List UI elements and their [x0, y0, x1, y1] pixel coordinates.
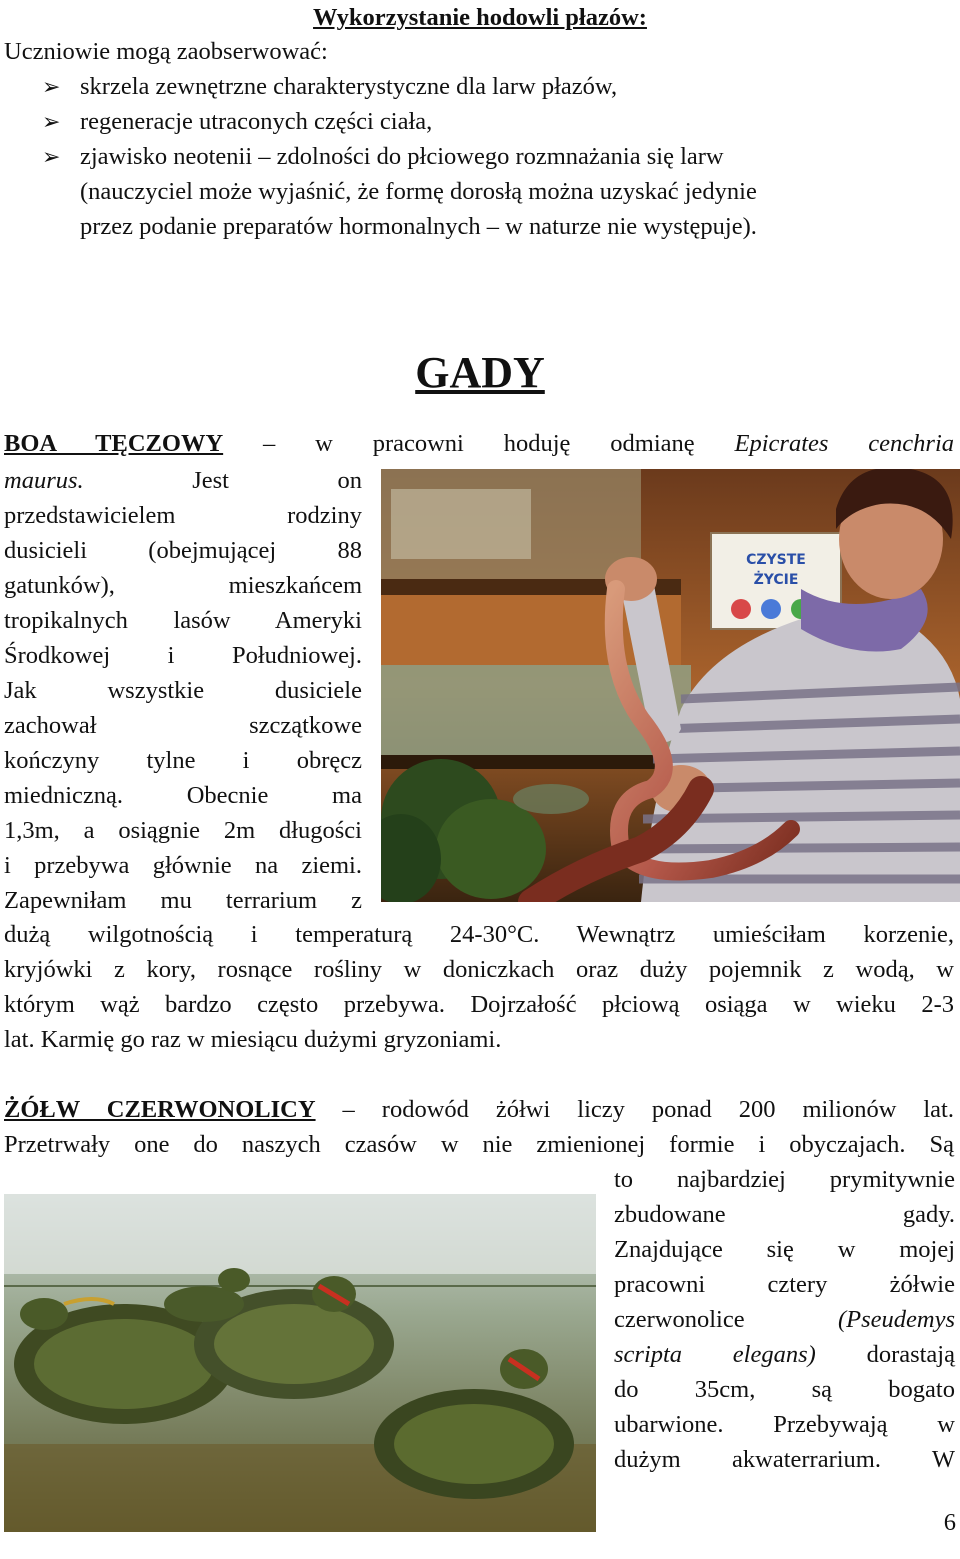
boa-column-text: [4, 463, 362, 918]
section-title-gady: GADY: [415, 348, 545, 397]
boa-species-a: Epicrates cenchria: [734, 430, 955, 457]
boa-col-line: zachował szczątkowe: [4, 712, 362, 739]
boa-col-line: przedstawicielem rodziny: [4, 502, 362, 529]
turtle-name: ŻÓŁW CZERWONOLICY: [4, 1096, 316, 1123]
boa-col-line: Jak wszystkie dusiciele: [4, 677, 362, 704]
turtle-column-text: [614, 1162, 955, 1477]
turtle-first-line-rest: – rodowód żółwi liczy ponad 200 milionów lat.: [342, 1096, 954, 1123]
amphibians-bullet-1: skrzela zewnętrzne charakterystyczne dla larw płazów,: [80, 73, 618, 100]
boa-full-line: kryjówki z kory, rosnące rośliny w doniczkach oraz duży pojemnik z wodą, w: [4, 956, 954, 983]
boa-first-line-text: w pracowni hoduję odmianę: [315, 430, 695, 457]
turtle-col-line: czerwonolice (Pseudemys: [614, 1306, 955, 1333]
turtle-col-line: Znajdujące się w mojej: [614, 1236, 955, 1263]
turtle-col-line: dużym akwaterrarium. W: [614, 1446, 955, 1473]
turtle-second-line: Przetrwały one do naszych czasów w nie zmienionej formie i obyczajach. Są: [4, 1131, 954, 1158]
boa-col-line: Zapewniłam mu terrarium z: [4, 887, 362, 914]
boa-col-line: dusicieli (obejmującej 88: [4, 537, 362, 564]
arrow-bullet-icon: ➢: [42, 110, 61, 135]
amphibians-bullet-3-line-1: zjawisko neotenii – zdolności do płciowego rozmnażania się larw: [80, 143, 724, 170]
boa-photo-illustration: [381, 469, 960, 902]
amphibians-bullet-2: regeneracje utraconych części ciała,: [80, 108, 433, 135]
turtle-col-line: scripta elegans) dorastają: [614, 1341, 955, 1368]
boa-col-line: 1,3m, a osiągnie 2m długości: [4, 817, 362, 844]
boa-full-line: dużą wilgotnością i temperaturą 24-30°C. Wewnątrz umieściłam korzenie,: [4, 921, 954, 948]
amphibians-intro: Uczniowie mogą zaobserwować:: [4, 38, 328, 65]
turtle-col-line: ubarwione. Przebywają w: [614, 1411, 955, 1438]
turtle-col-line: to najbardziej prymitywnie: [614, 1166, 955, 1193]
boa-col-line: kończyny tylne i obręcz: [4, 747, 362, 774]
turtle-photo: [4, 1194, 596, 1532]
amphibians-title: Wykorzystanie hodowli płazów:: [313, 4, 647, 31]
boa-first-line: [4, 426, 954, 461]
turtle-col-line: pracowni cztery żółwie: [614, 1271, 955, 1298]
boa-col-line: Środkowej i Południowej.: [4, 642, 362, 669]
boa-name: BOA TĘCZOWY: [4, 430, 224, 457]
boa-col-line: miedniczną. Obecnie ma: [4, 782, 362, 809]
arrow-bullet-icon: ➢: [42, 145, 61, 170]
arrow-bullet-icon: ➢: [42, 75, 61, 100]
turtle-full-width-text: [4, 1092, 954, 1162]
turtle-col-line: do 35cm, są bogato: [614, 1376, 955, 1403]
amphibians-bullet-3-line-2: (nauczyciel może wyjaśnić, że formę dorosłą można uzyskać jedynie: [80, 178, 757, 205]
page-number: 6: [943, 1509, 956, 1536]
turtle-col-line: zbudowane gady.: [614, 1201, 955, 1228]
boa-col-line: tropikalnych lasów Ameryki: [4, 607, 362, 634]
poster-word-1: CZYSTE: [746, 552, 806, 568]
amphibians-bullet-3-line-3: przez podanie preparatów hormonalnych – w naturze nie występuje).: [80, 213, 757, 240]
poster-word-2: ŻYCIE: [753, 572, 799, 588]
boa-full-line: którym wąż bardzo często przebywa. Dojrzałość płciową osiąga w wieku 2-3: [4, 991, 954, 1018]
boa-full-line-last: lat. Karmię go raz w miesiącu dużymi gryzoniami.: [4, 1026, 502, 1053]
boa-col-line: maurus. Jest on: [4, 467, 363, 494]
turtle-photo-illustration: [4, 1194, 596, 1532]
boa-col-line: i przebywa głównie na ziemi.: [4, 852, 362, 879]
boa-full-width-text: [4, 917, 954, 1057]
turtle-first-line: [4, 1092, 954, 1127]
boa-dash: –: [263, 430, 276, 457]
boa-col-line: gatunków), mieszkańcem: [4, 572, 362, 599]
boa-photo: [381, 469, 960, 902]
